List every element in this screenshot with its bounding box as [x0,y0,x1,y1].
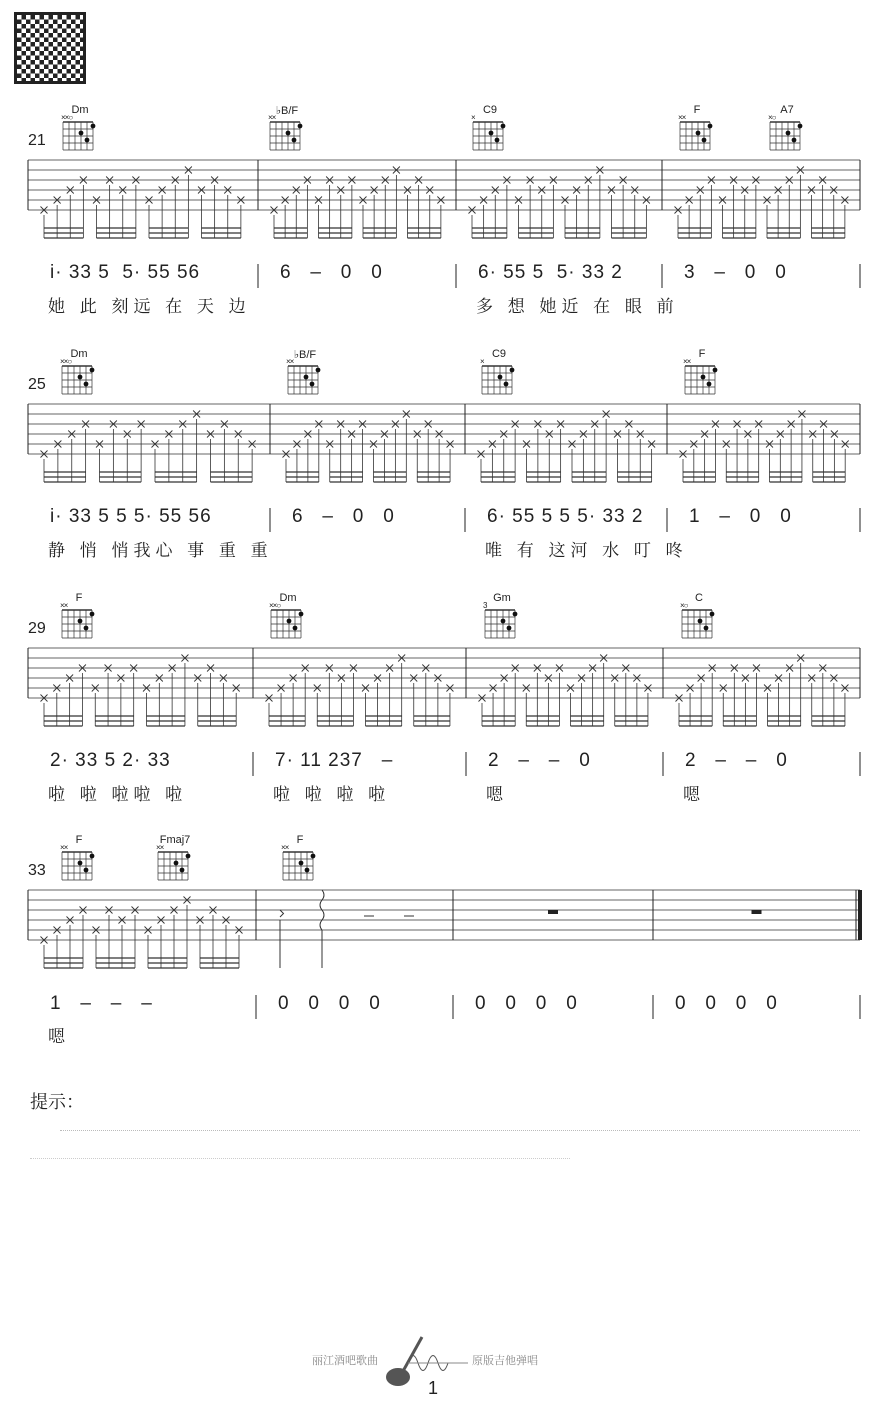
chord-open-mute-marks: × [471,113,475,122]
chord-finger-dot [90,368,95,373]
chord-finger-dot [707,382,712,387]
tip-text-faded [60,1130,860,1132]
lyrics: 嗯 [486,785,508,804]
chord-finger-dot [786,131,791,136]
numbered-notation: 1 – 0 0 [689,506,792,527]
chord-name: ♭B/F [275,105,299,117]
chord-finger-dot [704,626,709,631]
numbered-notation: i· 33 5 5· 55 56 [50,262,201,283]
numbered-notation: 0 0 0 0 [278,993,381,1014]
lyrics: 嗯 [48,1027,70,1046]
tip-label: 提示： [30,1092,84,1112]
chord-open-mute-marks: ×× [268,113,276,122]
chord-finger-dot [79,131,84,136]
chord-finger-dot [489,131,494,136]
chord-finger-dot [311,854,316,859]
numbered-notation: 0 0 0 0 [675,993,778,1014]
chord-name: F [698,348,706,360]
measure-number: 33 [28,862,46,879]
chord-finger-dot [798,124,803,129]
chord-open-mute-marks: ××○ [60,357,72,366]
numbered-notation: 6· 55 5 5 5· 33 2 [487,506,644,527]
chord-finger-dot [501,124,506,129]
chord-finger-dot [510,368,515,373]
chord-finger-dot [310,382,315,387]
chord-finger-dot [710,612,715,617]
chord-finger-dot [498,375,503,380]
chord-finger-dot [84,626,89,631]
numbered-notation: 0 0 0 0 [475,993,578,1014]
chord-finger-dot [304,375,309,380]
chord-finger-dot [85,138,90,143]
chord-open-mute-marks: ×× [683,357,691,366]
lyrics: 多 想 她近 在 眼 前 [476,297,679,316]
chord-name: Dm [279,592,297,604]
footer-right: 原版吉他弹唱 [472,1354,538,1367]
chord-finger-dot [299,861,304,866]
tip-text-faded-2 [30,1158,570,1160]
chord-open-mute-marks: ×× [281,843,289,852]
tab-x-note [280,910,284,917]
numbered-notation: i· 33 5 5 5· 55 56 [50,506,212,527]
chord-name: F [75,834,83,846]
numbered-notation: 3 – 0 0 [684,262,787,283]
chord-finger-dot [84,382,89,387]
chord-open-mute-marks: ×× [286,357,294,366]
footer-left: 丽江酒吧歌曲 [312,1354,378,1367]
chord-finger-dot [91,124,96,129]
chord-finger-dot [495,138,500,143]
numbered-notation: 2 – – 0 [488,750,591,771]
chord-finger-dot [305,868,310,873]
numbered-notation: 2 – – 0 [685,750,788,771]
chord-finger-dot [90,854,95,859]
chord-finger-dot [708,124,713,129]
chord-finger-dot [186,854,191,859]
chord-finger-dot [293,626,298,631]
lyrics: 啦 啦 啦 啦 [273,785,391,804]
guitar-logo-icon [380,1335,470,1390]
chord-finger-dot [701,375,706,380]
chord-finger-dot [292,138,297,143]
chord-finger-dot [504,382,509,387]
chord-open-mute-marks: 3 [483,601,487,610]
chord-finger-dot [792,138,797,143]
chord-name: Dm [70,348,88,360]
lyrics: 啦 啦 啦啦 啦 [48,785,188,804]
chord-name: Fmaj7 [159,834,191,846]
chord-finger-dot [78,619,83,624]
chord-name: F [75,592,83,604]
chord-finger-dot [90,612,95,617]
measure-number: 21 [28,132,46,149]
numbered-notation: 7· 11 237 – [275,750,394,771]
chord-name: F [296,834,304,846]
chord-open-mute-marks: ××○ [61,113,73,122]
numbered-notation: 6 – 0 0 [292,506,395,527]
lyrics: 静 悄 悄我心 事 重 重 [48,541,273,560]
numbered-notation: 6· 55 5 5· 33 2 [478,262,623,283]
chord-finger-dot [713,368,718,373]
chord-finger-dot [698,619,703,624]
chord-name: Dm [71,104,89,116]
chord-name: C9 [491,348,507,360]
chord-open-mute-marks: ×× [156,843,164,852]
chord-finger-dot [501,619,506,624]
chord-name: C [695,592,703,604]
chord-open-mute-marks: ×× [60,601,68,610]
chord-finger-dot [702,138,707,143]
chord-finger-dot [78,861,83,866]
chord-finger-dot [316,368,321,373]
lyrics: 嗯 [683,785,705,804]
chord-finger-dot [299,612,304,617]
numbered-notation: 1 – – – [50,993,153,1014]
chord-name: C9 [482,104,498,116]
chord-name: F [693,104,701,116]
lyrics: 她 此 刻远 在 天 边 [48,297,251,316]
chord-finger-dot [513,612,518,617]
chord-open-mute-marks: ××○ [269,601,281,610]
chord-finger-dot [286,131,291,136]
chord-open-mute-marks: ×○ [768,113,776,122]
chord-name: A7 [780,104,794,116]
chord-finger-dot [287,619,292,624]
chord-finger-dot [696,131,701,136]
page-number: 1 [428,1378,439,1398]
whole-rest [752,910,762,914]
chord-finger-dot [507,626,512,631]
chord-finger-dot [84,868,89,873]
measure-number: 29 [28,620,46,637]
numbered-notation: 6 – 0 0 [280,262,383,283]
chord-finger-dot [78,375,83,380]
final-barline-thick [858,890,862,940]
chord-finger-dot [298,124,303,129]
chord-name: ♭B/F [293,349,317,361]
chord-open-mute-marks: ×× [60,843,68,852]
chord-finger-dot [180,868,185,873]
chord-open-mute-marks: ×× [678,113,686,122]
lyrics: 唯 有 这河 水 叮 咚 [485,541,688,560]
numbered-notation: 2· 33 5 2· 33 [50,750,171,771]
chord-open-mute-marks: ×○ [680,601,688,610]
whole-rest [548,910,558,914]
measure-number: 25 [28,376,46,393]
chord-finger-dot [174,861,179,866]
chord-name: Gm [493,592,511,604]
chord-open-mute-marks: × [480,357,484,366]
